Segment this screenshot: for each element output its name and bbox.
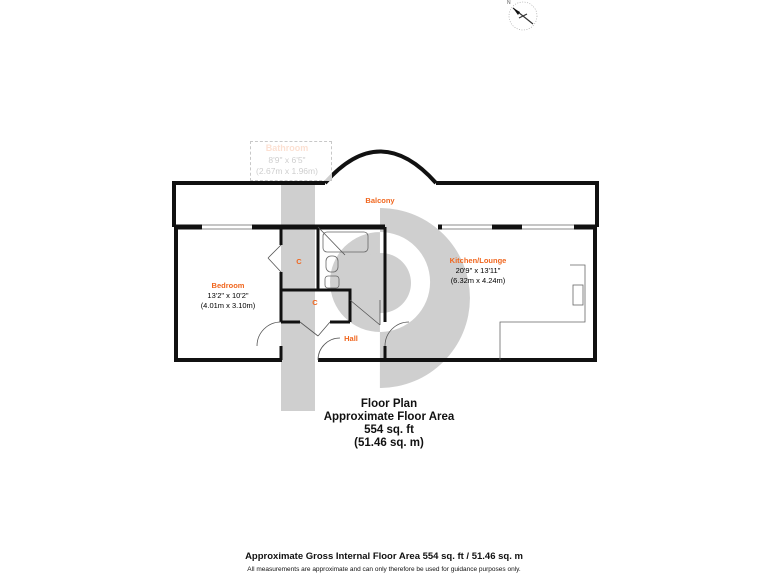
hob xyxy=(573,285,583,305)
summary-area-metric: (51.46 sq. m) xyxy=(354,437,424,449)
hall-label: Hall xyxy=(344,334,358,343)
bedroom-dim-metric: (4.01m x 3.10m) xyxy=(200,301,256,310)
footer-disclaimer: All measurements are approximate and can only therefore be used for guidance purposes only. xyxy=(247,566,521,573)
summary-area-imperial: 554 sq. ft xyxy=(364,424,414,436)
compass-icon xyxy=(507,0,537,30)
kitchen-lounge-label: Kitchen/Lounge xyxy=(449,256,507,265)
bathroom-callout-box xyxy=(250,141,332,181)
kitchen-lounge-dim-imperial: 20'9" x 13'11" xyxy=(455,266,501,275)
balcony-bay xyxy=(325,152,436,184)
watermark-logo xyxy=(281,183,470,411)
summary-title: Floor Plan xyxy=(360,398,418,410)
balcony-label: Balcony xyxy=(365,196,395,205)
footer-area-text: Approximate Gross Internal Floor Area 554 sq. ft / 51.46 sq. m xyxy=(245,551,523,562)
summary-subtitle: Approximate Floor Area xyxy=(323,411,455,423)
bedroom-label: Bedroom xyxy=(211,281,245,290)
compass-label: N xyxy=(507,0,511,6)
cupboard-label-1: C xyxy=(296,257,302,266)
kitchen-counter xyxy=(500,265,585,360)
floor-area-summary xyxy=(234,398,544,450)
kitchen-lounge-dim-metric: (6.32m x 4.24m) xyxy=(450,276,506,285)
cupboard-label-2: C xyxy=(312,298,318,307)
walls xyxy=(174,152,597,361)
bedroom-dim-imperial: 13'2" x 10'2" xyxy=(207,291,249,300)
